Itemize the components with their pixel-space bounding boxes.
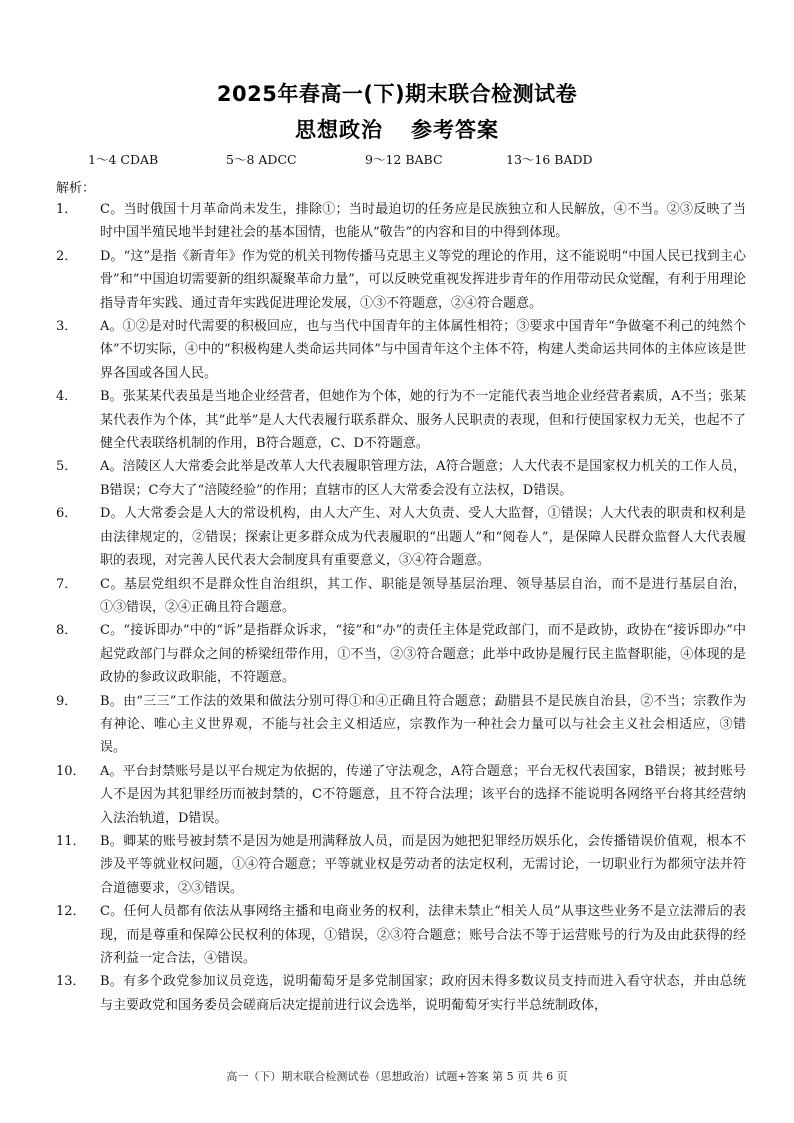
item-explanation: 有多个政党参加议员竞选，说明葡萄牙是多党制国家；政府因未得多数议员支持而进入看守状态，并由总统与主要政党和国务委员会磋商后决定提前进行议会选举，说明葡萄牙实行半总统制政体， bbox=[100, 974, 746, 1013]
item-number: 4． bbox=[56, 389, 78, 405]
item-explanation: 由“三三”工作法的效果和做法分别可得①和④正确且符合题意；勐腊县不是民族自治县，②不当；宗教作为有神论、唯心主义世界观，不能与社会主义相适应，宗教作为一种社会力量可以与社会主义社会相适应，③错误。 bbox=[100, 693, 747, 756]
item-answer: C。 bbox=[100, 904, 124, 920]
item-answer: D。 bbox=[100, 248, 124, 264]
item-number: 11． bbox=[56, 833, 86, 849]
analysis-item bbox=[56, 315, 746, 385]
answer-type-label: 参考答案 bbox=[411, 118, 499, 142]
item-text bbox=[100, 573, 746, 620]
item-answer: B。 bbox=[100, 389, 123, 405]
analysis-item bbox=[56, 198, 746, 245]
item-text bbox=[100, 970, 746, 1017]
item-text bbox=[100, 619, 746, 689]
item-text bbox=[100, 760, 746, 830]
analysis-item bbox=[56, 690, 746, 760]
item-text bbox=[100, 690, 746, 760]
analysis-item bbox=[56, 573, 746, 620]
item-answer: B。 bbox=[100, 833, 124, 849]
item-number: 9． bbox=[56, 693, 78, 709]
item-answer: B。 bbox=[100, 974, 124, 990]
item-explanation: 基层党组织不是群众性自治组织，其工作、职能是领导基层治理、领导基层自治，而不是进行基层自治，①③错误，②④正确且符合题意。 bbox=[100, 576, 746, 615]
item-text bbox=[100, 245, 746, 315]
item-text bbox=[100, 455, 746, 502]
answer-key-group: 1～4 CDAB bbox=[88, 152, 159, 167]
item-explanation: 任何人员都有依法从事网络主播和电商业务的权利，法律未禁止“相关人员”从事这些业务不是立法滞后的表现，而是尊重和保障公民权利的体现，①错误，②③符合题意；账号合法不等于运营账号的行为及由此获得的经济利益一定合法，④错误。 bbox=[100, 904, 747, 966]
exam-title: 2025年春高一(下)期末联合检测试卷 bbox=[216, 82, 578, 106]
item-text bbox=[100, 502, 746, 572]
item-text bbox=[100, 830, 746, 900]
item-number: 10． bbox=[56, 763, 86, 779]
item-text bbox=[100, 315, 746, 385]
item-explanation: 人大常委会是人大的常设机构，由人大产生、对人大负责、受人大监督，①错误；人大代表的职责和权利是由法律规定的，②错误；探索让更多群众成为代表履职的“出题人”和“阅卷人”，是保障人民群众监督人大代表履职的表现，对完善人民代表大会制度具有重要意义，③④符合题意。 bbox=[100, 506, 746, 569]
item-explanation: “接诉即办”中的“诉”是指群众诉求，“接”和“办”的责任主体是党政部门，而不是政协，政协在“接诉即办”中起党政部门与群众之间的桥梁纽带作用，①不当，②③符合题意；此举中政协是履行民主监督职能，④体现的是政协的参政议政职能，不符题意。 bbox=[100, 623, 746, 686]
analysis-item bbox=[56, 900, 746, 970]
item-answer: A。 bbox=[100, 763, 123, 779]
item-answer: D。 bbox=[100, 506, 124, 522]
analysis-list bbox=[56, 198, 746, 1017]
item-answer: C。 bbox=[100, 623, 124, 639]
item-number: 7． bbox=[56, 576, 78, 592]
item-answer: B。 bbox=[100, 693, 124, 709]
answer-key-group: 5～8 ADCC bbox=[226, 152, 297, 167]
analysis-heading: 解析： bbox=[56, 181, 96, 196]
item-text bbox=[100, 198, 746, 245]
item-explanation: 张某某代表虽是当地企业经营者，但她作为个体，她的行为不一定能代表当地企业经营者素质，A不当；张某某代表作为个体，其“此举”是人大代表履行联系群众、服务人民职责的表现，但和行使国家权力无关，也起不了健全代表联络机制的作用，B符合题意，C、D不符题意。 bbox=[100, 389, 746, 452]
item-number: 8． bbox=[56, 623, 78, 639]
item-text bbox=[100, 385, 746, 455]
item-number: 2． bbox=[56, 248, 78, 264]
item-explanation: 当时俄国十月革命尚未发生，排除①；当时最迫切的任务应是民族独立和人民解放，④不当。②③反映了当时中国半殖民地半封建社会的基本国情，也能从“敬告”的内容和目的中得到体现。 bbox=[100, 202, 746, 241]
analysis-item bbox=[56, 830, 746, 900]
item-explanation: “这”是指《新青年》作为党的机关刊物传播马克思主义等党的理论的作用，这不能说明“中国人民已找到主心骨”和“中国迫切需要新的组织凝聚革命力量”，可以反映党重视发挥进步青年的作用带动民众觉醒，有利于用理论指导青年实践、通过青年实践促进理论发展，①③不符题意，②④符合题意。 bbox=[100, 248, 746, 311]
analysis-item bbox=[56, 619, 746, 689]
subject-label: 思想政治 bbox=[295, 118, 383, 142]
item-explanation: 涪陵区人大常委会此举是改革人大代表履职管理方法，A符合题意；人大代表不是国家权力机关的工作人员，B错误；C夸大了“涪陵经验”的作用；直辖市的区人大常委会没有立法权，D错误。 bbox=[100, 459, 747, 498]
exam-subtitle bbox=[0, 114, 794, 144]
analysis-item bbox=[56, 245, 746, 315]
analysis-item bbox=[56, 385, 746, 455]
item-text bbox=[100, 900, 746, 970]
item-answer: A。 bbox=[100, 459, 123, 475]
item-number: 13． bbox=[56, 974, 86, 990]
item-number: 3． bbox=[56, 319, 78, 335]
analysis-item bbox=[56, 760, 746, 830]
item-number: 12． bbox=[56, 904, 86, 920]
item-explanation: 平台封禁账号是以平台规定为依据的，传递了守法观念，A符合题意；平台无权代表国家，B错误；被封账号人不是因为其犯罪经历而被封禁的，C不符题意，且不符合法理；该平台的选择不能说明各网络平台将其经营纳入法治轨道，D错误。 bbox=[100, 763, 746, 826]
answer-key-group: 13～16 BADD bbox=[506, 152, 593, 167]
answer-key-group: 9～12 BABC bbox=[365, 152, 443, 167]
item-explanation: 卿某的账号被封禁不是因为她是刑满释放人员，而是因为她把犯罪经历娱乐化，会传播错误价值观，根本不涉及平等就业权问题，①④符合题意；平等就业权是劳动者的法定权利，无需讨论，一切职业行为都须守法并符合道德要求，②③错误。 bbox=[100, 833, 746, 896]
item-number: 6． bbox=[56, 506, 78, 522]
page-footer: 高一（下）期末联合检测试卷（思想政治）试题+答案 第 5 页 共 6 页 bbox=[226, 1070, 568, 1083]
item-explanation: ①②是对时代需要的积极回应，也与当代中国青年的主体属性相符；③要求中国青年“争做毫不利己的纯然个体”不切实际，④中的“积极构建人类命运共同体”与中国青年这个主体不符，构建人类命运共同体的主体应该是世界各国或各国人民。 bbox=[100, 319, 746, 381]
item-answer: A。 bbox=[100, 319, 123, 335]
item-answer: C。 bbox=[100, 202, 124, 217]
analysis-item bbox=[56, 970, 746, 1017]
analysis-item bbox=[56, 502, 746, 572]
item-number: 1． bbox=[56, 202, 78, 217]
analysis-item bbox=[56, 455, 746, 502]
item-answer: C。 bbox=[100, 576, 125, 592]
item-number: 5． bbox=[56, 459, 78, 475]
